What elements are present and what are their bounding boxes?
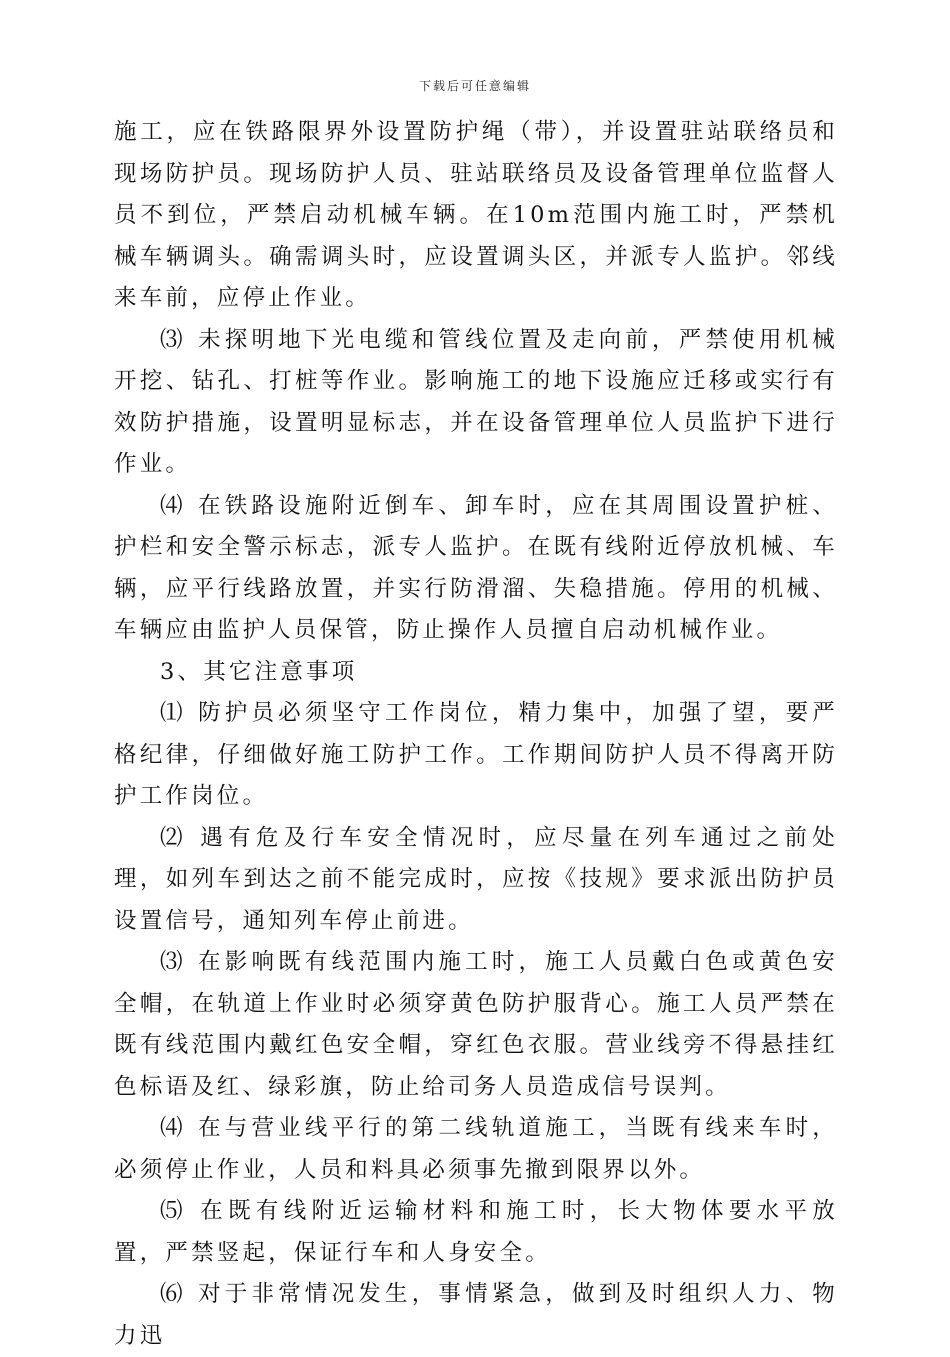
document-body: [114, 112, 838, 1357]
section-heading: 3、其它注意事项: [160, 658, 358, 685]
paragraph-note-1: ⑴ 防护员必须坚守工作岗位，精力集中，加强了望，要严格纪律，仔细做好施工防护工作。工作期间防护人员不得离开防护工作岗位。: [114, 700, 838, 809]
page-header: 下载后可任意编辑: [418, 79, 531, 93]
paragraph-item-3: ⑶ 未探明地下光电缆和管线位置及走向前，严禁使用机械开挖、钻孔、打桩等作业。影响施工的地下设施应迁移或实行有效防护措施，设置明显标志，并在设备管理单位人员监护下进行作业。: [114, 326, 838, 477]
paragraph-continuation: 施工，应在铁路限界外设置防护绳（带），并设置驻站联络员和现场防护员。现场防护人员、驻站联络员及设备管理单位监督人员不到位，严禁启动机械车辆。在10m范围内施工时，严禁机械车辆调头。确需调头时，应设置调头区，并派专人监护。邻线来车前，应停止作业。: [114, 119, 838, 311]
paragraph-item-4: ⑷ 在铁路设施附近倒车、卸车时，应在其周围设置护桩、护栏和安全警示标志，派专人监护。在既有线附近停放机械、车辆，应平行线路放置，并实行防滑溜、失稳措施。停用的机械、车辆应由监护人员保管，防止操作人员擅自启动机械作业。: [114, 492, 838, 643]
paragraph-note-5: ⑸ 在既有线附近运输材料和施工时，长大物体要水平放置，严禁竖起，保证行车和人身安全。: [114, 1198, 838, 1266]
paragraph-note-3: ⑶ 在影响既有线范围内施工时，施工人员戴白色或黄色安全帽，在轨道上作业时必须穿黄色防护服背心。施工人员严禁在既有线范围内戴红色安全帽，穿红色衣服。营业线旁不得悬挂红色标语及红、绿彩旗，防止给司务人员造成信号误判。: [114, 949, 838, 1100]
paragraph-note-6: ⑹ 对于非常情况发生，事情紧急，做到及时组织人力、物力迅: [114, 1281, 838, 1349]
paragraph-note-2: ⑵ 遇有危及行车安全情况时，应尽量在列车通过之前处理，如列车到达之前不能完成时，应按《技规》要求派出防护员设置信号，通知列车停止前进。: [114, 824, 838, 934]
paragraph-note-4: ⑷ 在与营业线平行的第二线轨道施工，当既有线来车时，必须停止作业，人员和料具必须事先撤到限界以外。: [114, 1115, 838, 1183]
